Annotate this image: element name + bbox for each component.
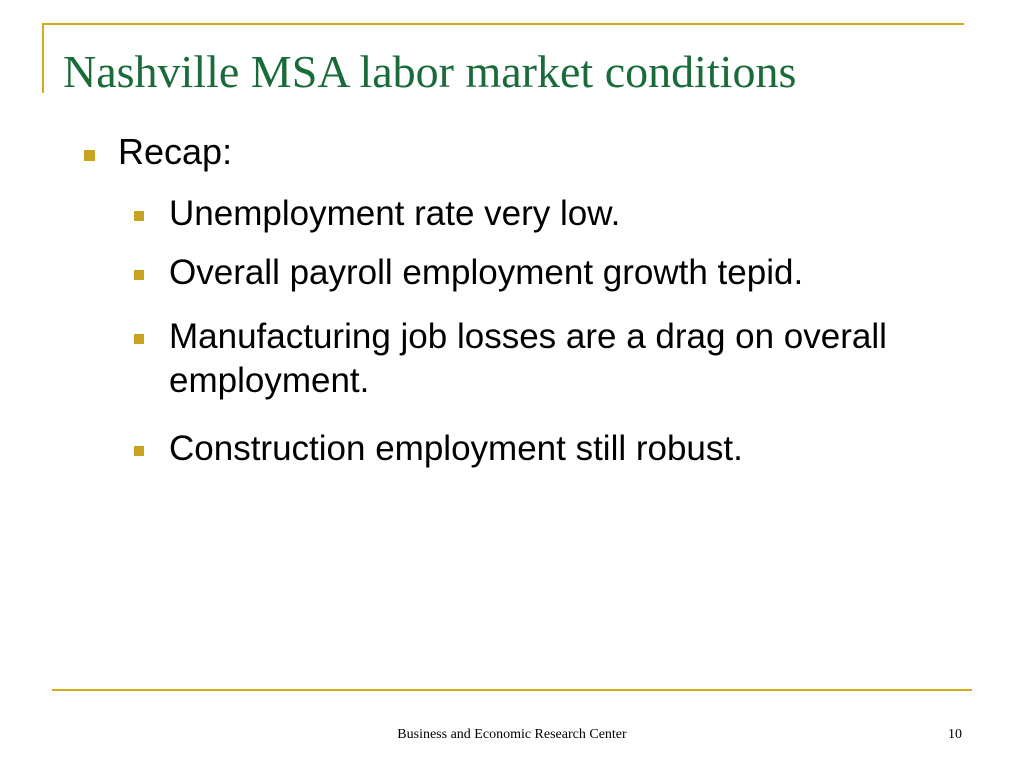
bullet-square-icon xyxy=(84,150,95,161)
footer-organization: Business and Economic Research Center xyxy=(397,727,627,742)
slide-title: Nashville MSA labor market conditions xyxy=(63,46,797,97)
bullet-square-icon xyxy=(134,211,144,221)
bullet-square-icon xyxy=(134,270,144,280)
sub-bullet-payroll: Overall payroll employment growth tepid. xyxy=(169,253,804,292)
title-frame-top-rule xyxy=(42,23,964,25)
page-number: 10 xyxy=(948,727,962,742)
footer-rule xyxy=(52,689,972,691)
bullet-square-icon xyxy=(134,334,144,344)
sub-bullet-manufacturing: Manufacturing job losses are a drag on overall employment. xyxy=(169,317,887,400)
title-frame-left-rule xyxy=(42,23,44,93)
sub-bullet-unemployment: Unemployment rate very low. xyxy=(169,194,621,233)
sub-bullet-construction: Construction employment still robust. xyxy=(169,429,743,468)
bullet-recap: Recap: xyxy=(118,131,233,172)
bullet-square-icon xyxy=(134,446,144,456)
